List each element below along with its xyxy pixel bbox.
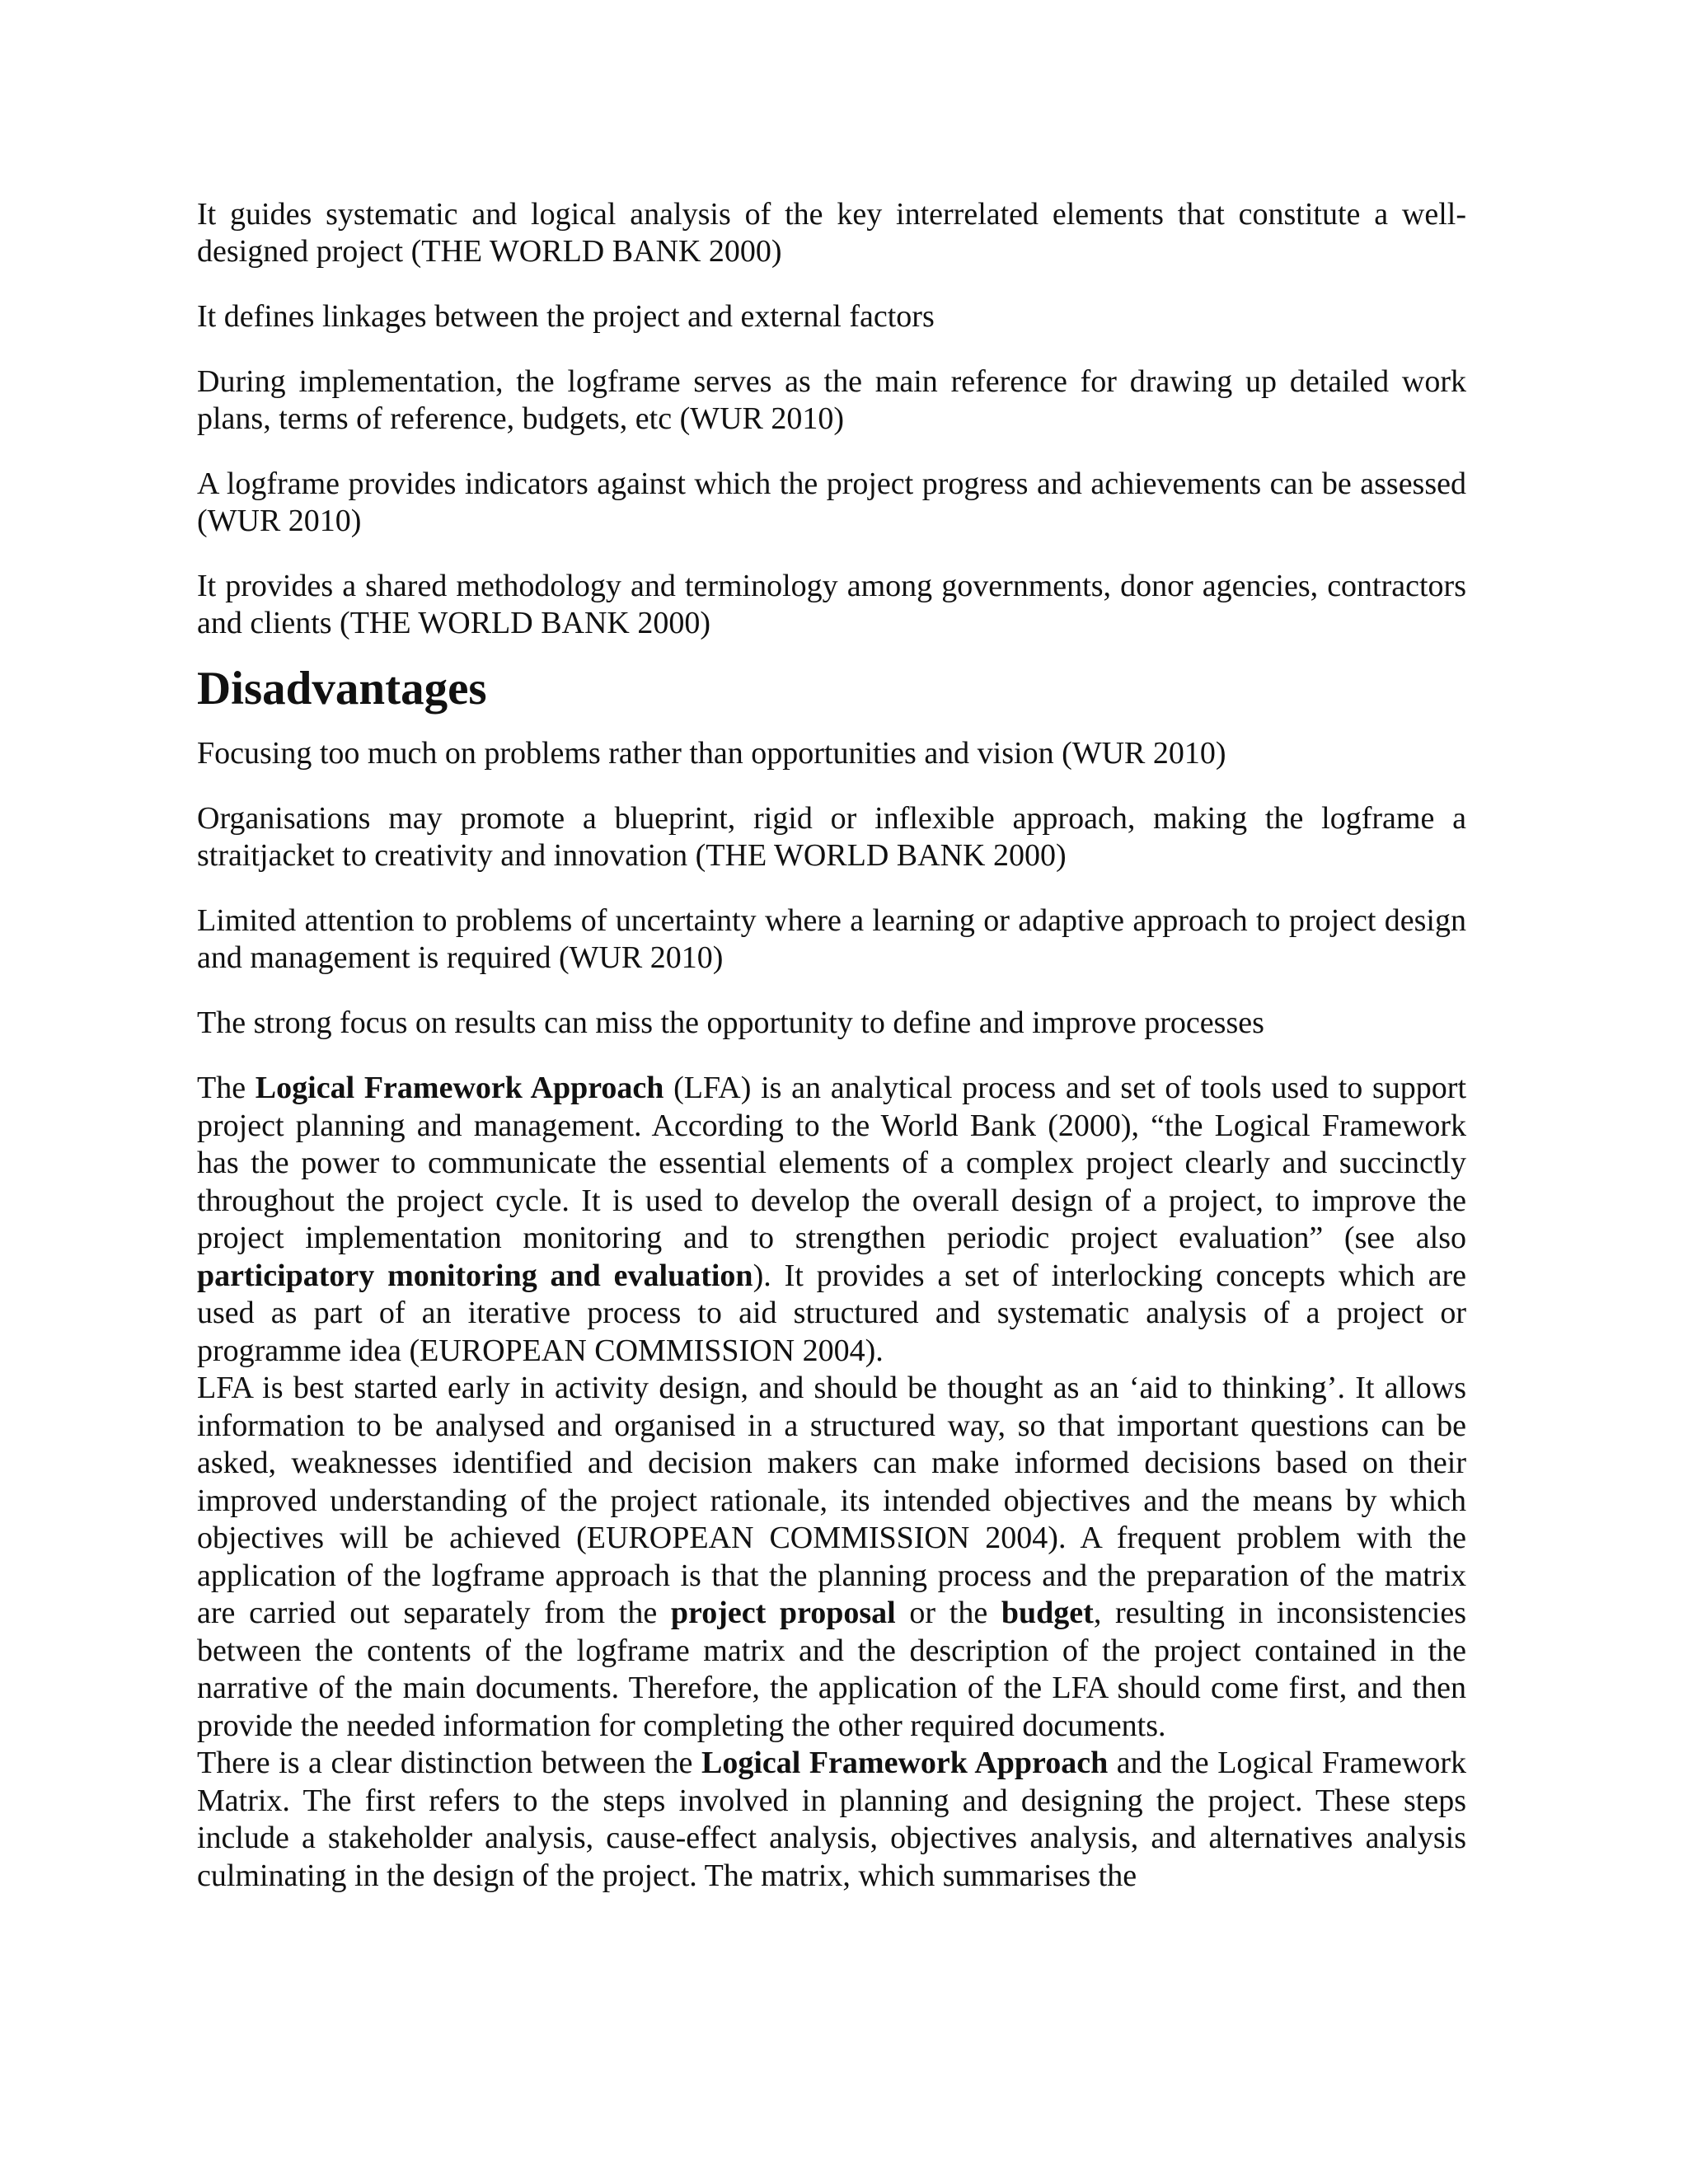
advantage-item: It provides a shared methodology and terminology among governments, donor agencies, contractors and clients (THE WORLD BANK 2000) [197,569,1466,640]
budget-term: budget [1001,1596,1094,1630]
advantage-item: A logframe provides indicators against which the project progress and achievements can be assessed (WUR 2010) [197,466,1466,538]
text-run: , resulting in inconsistencies between the contents of the logframe matrix and the description of the project contained in the narrative of the main documents. Therefore, the application of the LFA should come first, and then provide the needed information for completing the other required documents. [197,1596,1466,1743]
document-page [197,196,1466,1895]
text-run: or the [895,1596,1001,1630]
disadvantage-item: Organisations may promote a blueprint, rigid or inflexible approach, making the logframe a straitjacket to creativity and innovation (THE WORLD BANK 2000) [197,801,1466,873]
disadvantage-item: The strong focus on results can miss the opportunity to define and improve processes [197,1005,1264,1040]
participatory-monitoring-term: participatory monitoring and evaluation [197,1258,753,1293]
text-run: LFA is best started early in activity design, and should be thought as an ‘aid to thinking’. It allows information to be analysed and organised in a structured way, so that important questions can be asked, weaknesses identified and decision makers can make informed decisions based on their improved understanding of the project rationale, its intended objectives and the means by which objectives will be achieved (EUROPEAN COMMISSION 2004). A frequent problem with the application of the logframe approach is that the planning process and the preparation of the matrix are carried out separately from the [197,1371,1466,1630]
project-proposal-term: project proposal [670,1596,896,1630]
disadvantages-heading: Disadvantages [197,663,487,715]
text-run: There is a clear distinction between the [197,1746,701,1780]
text-run: The [197,1071,256,1105]
logical-framework-approach-term: Logical Framework Approach [255,1071,664,1105]
advantages-list [197,196,1466,642]
lfa-usage-paragraph [197,1370,1466,1745]
advantage-item: During implementation, the logframe serves as the main reference for drawing up detailed work plans, terms of reference, budgets, etc (WUR 2010) [197,364,1466,436]
disadvantage-item: Limited attention to problems of uncertainty where a learning or adaptive approach to project design and management is required (WUR 2010) [197,903,1466,975]
logical-framework-approach-term: Logical Framework Approach [701,1746,1109,1780]
advantage-item: It defines linkages between the project and external factors [197,299,935,334]
text-run: and the Logical Framework Matrix. The first refers to the steps involved in planning and designing the project. These steps include a stakeholder analysis, cause-effect analysis, objectives analysis, and alternatives analysis culminating in the design of the project. The matrix, which summarises the [197,1746,1466,1893]
text-run: (LFA) is an analytical process and set of tools used to support project planning and management. According to the World Bank (2000), “the Logical Framework has the power to communicate the essential elements of a complex project clearly and succinctly throughout the project cycle. It is used to develop the overall design of a project, to improve the project implementation monitoring and to strengthen periodic project evaluation” (see also [197,1071,1467,1255]
lfa-definition-paragraph [197,1070,1466,1370]
advantage-item: It guides systematic and logical analysis of the key interrelated elements that constitute a well-designed project (THE WORLD BANK 2000) [197,197,1466,269]
text-run: ). It provides a set of interlocking concepts which are used as part of an iterative process to aid structured and systematic analysis of a project or programme idea (EUROPEAN COMMISSION 2004). [197,1258,1466,1368]
lfa-distinction-paragraph [197,1745,1466,1895]
disadvantages-list [197,735,1466,1042]
disadvantage-item: Focusing too much on problems rather than opportunities and vision (WUR 2010) [197,736,1226,771]
